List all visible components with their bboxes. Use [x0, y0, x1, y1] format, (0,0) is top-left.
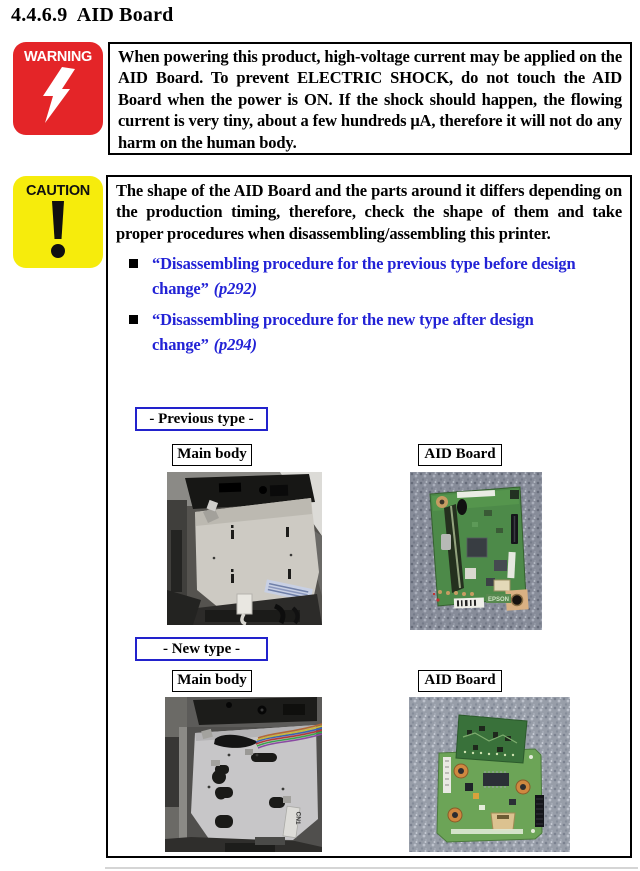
- cn1-label: CN1: [294, 811, 302, 825]
- photo-previous-main-body: [167, 472, 322, 625]
- photo-new-main-body: [165, 697, 322, 852]
- new-main-body-label: Main body: [172, 670, 252, 692]
- previous-main-body-illustration: [167, 472, 322, 625]
- new-aid-board-illustration: [409, 697, 570, 852]
- link-page-ref[interactable]: (p294): [213, 335, 257, 355]
- reference-list: [108, 251, 630, 357]
- new-aid-board-label: AID Board: [418, 670, 502, 692]
- caution-badge: [13, 176, 103, 268]
- caution-box: [106, 175, 632, 858]
- epson-label: EPSON: [487, 597, 510, 603]
- previous-aid-board-label: AID Board: [418, 444, 502, 466]
- bullet-square-icon: [129, 259, 138, 268]
- page-divider-line: [105, 867, 638, 869]
- page-title: 4.4.6.9 AID Board: [11, 4, 174, 26]
- link-previous-type-procedure[interactable]: [108, 251, 630, 301]
- link-page-ref[interactable]: (p292): [213, 279, 257, 299]
- warning-text: When powering this product, high-voltage current may be applied on the AID Board. To prevent ELECTRIC SHOCK, do not touch the AID Board when the power is ON. If the shock should happen, the flowing current is very tiny, about a few hundreds μA, therefore it will not do any harm on the human body.: [118, 47, 622, 152]
- link-label[interactable]: “Disassembling procedure for the previous type before design change”: [152, 254, 576, 299]
- bullet-square-icon: [129, 315, 138, 324]
- link-new-type-procedure[interactable]: [108, 307, 630, 357]
- new-main-body-illustration: [165, 697, 322, 852]
- caution-text: The shape of the AID Board and the parts around it differs depending on the production timing, therefore, check the shape of them and take proper procedures when disassembling/assembling this printer.: [116, 181, 622, 243]
- caution-badge-label: CAUTION: [26, 183, 90, 199]
- photo-new-aid-board: [409, 697, 570, 852]
- warning-box: [108, 42, 632, 155]
- new-type-label: - New type -: [135, 637, 268, 661]
- photo-previous-aid-board: [410, 472, 542, 630]
- lightning-bolt-icon: [38, 67, 78, 125]
- warning-badge: [13, 42, 103, 135]
- previous-type-label: - Previous type -: [135, 407, 268, 431]
- previous-aid-board-illustration: [410, 472, 542, 630]
- exclamation-mark-icon: [41, 201, 75, 259]
- warning-badge-label: WARNING: [24, 49, 92, 65]
- link-label[interactable]: “Disassembling procedure for the new type after design change”: [152, 310, 534, 355]
- previous-main-body-label: Main body: [172, 444, 252, 466]
